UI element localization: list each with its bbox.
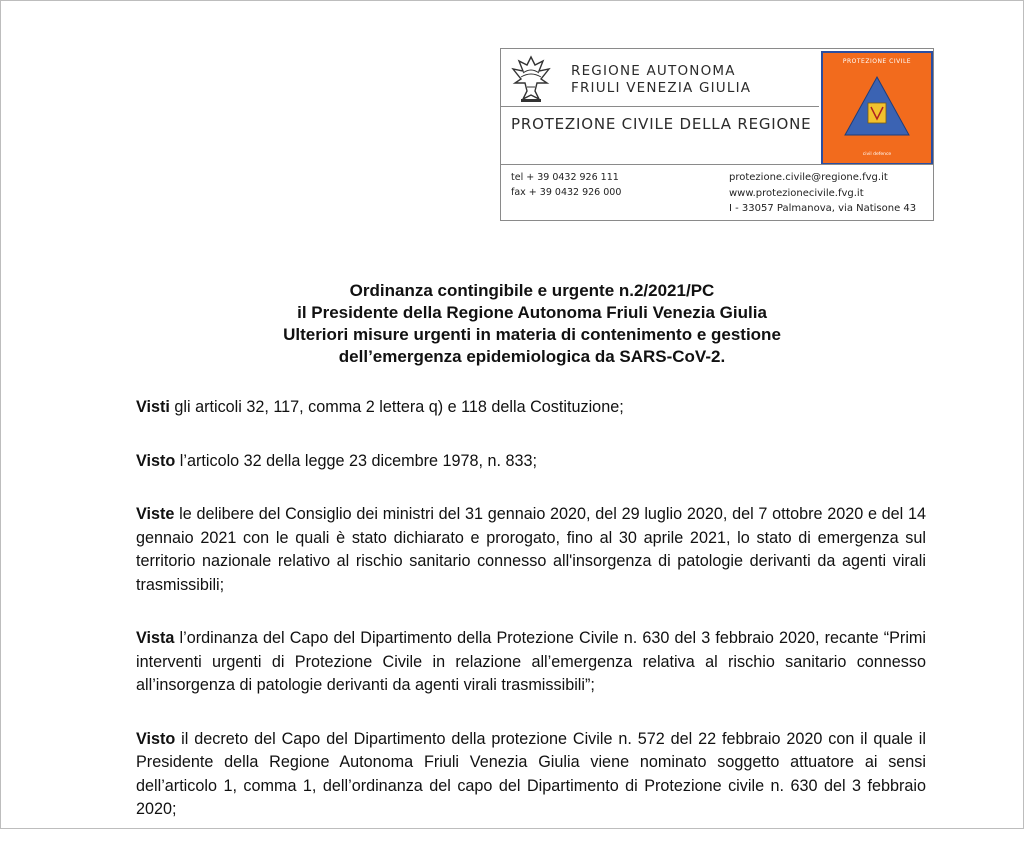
region-name — [571, 63, 751, 97]
letterhead — [500, 48, 934, 221]
badge-sub: civil defence — [862, 152, 892, 157]
paragraph-text: il decreto del Capo del Dipartimento della protezione Civile n. 572 del 22 febbraio 2020 con il quale il Presidente della Regione Autonoma Friuli Venezia Giulia viene nominato soggetto attuatore ai sensi dell’articolo 1, comma 1, dell’ordinanza del capo del Dipartimento di Protezione civile n. 630 del 3 febbraio 2020; — [136, 729, 926, 818]
email-address: protezione.civile@regione.fvg.it — [729, 172, 888, 183]
paragraph-text: l’ordinanza del Capo del Dipartimento della Protezione Civile n. 630 del 3 febbraio 2020, recante “Primi interventi urgenti di Protezione Civile in relazione all’emergenza relativa al rischio sanitario connesso all’insorgenza di patologie derivanti da agenti virali trasmissibili”; — [136, 629, 926, 694]
contacts-web — [729, 170, 916, 217]
paragraph-lead: Visti — [136, 398, 170, 416]
paragraph — [136, 627, 926, 698]
fax-number: fax + 39 0432 926 000 — [511, 187, 622, 198]
paragraph — [136, 728, 926, 822]
civil-protection-title: PROTEZIONE CIVILE DELLA REGIONE — [511, 115, 812, 133]
title-line2: il Presidente della Regione Autonoma Friuli Venezia Giulia — [297, 303, 767, 322]
paragraph — [136, 503, 926, 597]
contacts-phone — [511, 170, 621, 200]
badge-label: PROTEZIONE CIVILE — [842, 58, 912, 65]
paragraph-text: gli articoli 32, 117, comma 2 lettera q) e 118 della Costituzione; — [169, 398, 624, 416]
phone-number: tel + 39 0432 926 111 — [511, 172, 619, 183]
title-line3: Ulteriori misure urgenti in materia di contenimento e gestione — [283, 325, 781, 344]
title-line4: dell’emergenza epidemiologica da SARS-CoV-2. — [338, 347, 726, 366]
postal-address: I - 33057 Palmanova, via Natisone 43 — [729, 203, 917, 214]
paragraph-lead: Vista — [136, 629, 175, 647]
paragraph-text: l’articolo 32 della legge 23 dicembre 1978, n. 833; — [175, 451, 538, 470]
civil-protection-badge — [821, 51, 933, 165]
letterhead-separator — [501, 164, 933, 165]
letterhead-rule — [501, 106, 819, 107]
website-url: www.protezionecivile.fvg.it — [729, 187, 864, 199]
region-line1: REGIONE AUTONOMA — [571, 63, 736, 79]
document-body — [136, 396, 926, 852]
paragraph-lead: Viste — [136, 505, 175, 523]
region-line2: FRIULI VENEZIA GIULIA — [571, 80, 752, 96]
paragraph — [136, 450, 926, 474]
title-line1: Ordinanza contingibile e urgente n.2/2021/PC — [349, 281, 715, 300]
paragraph-text: le delibere del Consiglio dei ministri del 31 gennaio 2020, del 29 luglio 2020, del 7 ottobre 2020 e del 14 gennaio 2021 con le quali è stato dichiarato e prorogato, fino al 30 aprile 2021, lo stato di emergenza sul territorio nazionale relativo al rischio sanitario connesso all'insorgenza di patologie derivanti da agenti virali trasmissibili; — [136, 505, 926, 594]
paragraph-lead: Visto — [136, 729, 176, 748]
eagle-logo-icon — [509, 53, 553, 105]
paragraph — [136, 396, 926, 420]
paragraph-lead: Visto — [136, 451, 176, 470]
civil-protection-triangle-icon — [841, 69, 913, 149]
document-title — [0, 280, 1024, 368]
letterhead-header — [501, 49, 819, 164]
